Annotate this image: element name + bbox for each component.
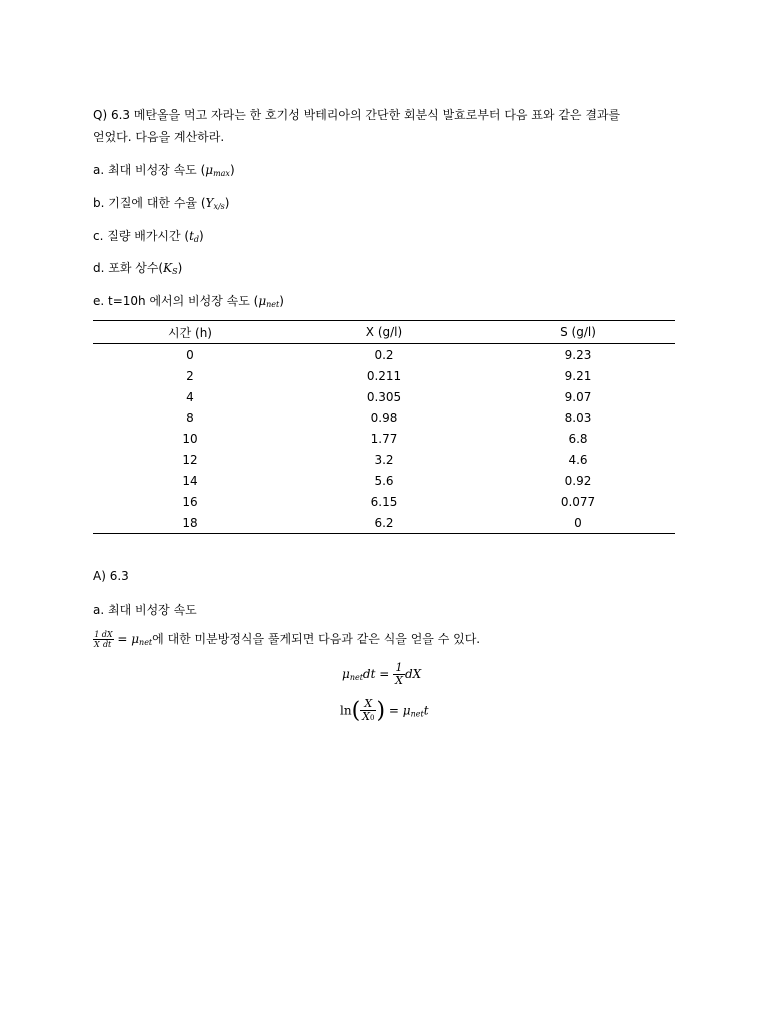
- question-line-2: 얻었다. 다음을 계산하라.: [93, 130, 225, 144]
- cell-s: 9.21: [564, 368, 592, 383]
- table-row: [93, 344, 675, 366]
- cell-x: 5.6: [374, 473, 394, 488]
- cell-s: 0.92: [564, 473, 592, 488]
- question-item-e: e. t=10h 에서의 비성장 속도 $(\mu_{net})$: [93, 294, 284, 309]
- cell-x: 6.15: [370, 494, 398, 509]
- table-row: [93, 428, 675, 449]
- table-header-row: [93, 321, 675, 344]
- cell-s: 0: [481, 512, 675, 534]
- table-row: [93, 449, 675, 470]
- equation-2: ln( $\frac{X}{X0}$ ) = $\mu_{net}t$: [340, 697, 429, 724]
- fraction-one-over-x: $\frac{1}{X}$: [94, 630, 100, 649]
- question-line-1: Q) 6.3 메탄올을 먹고 자라는 한 호기성 박테리아의 간단한 회분식 발효로부터 다음 표와 같은 결과를: [93, 108, 621, 122]
- cell-s: 8.03: [564, 410, 592, 425]
- table-row: [93, 365, 675, 386]
- table-row: [93, 512, 675, 534]
- question-item-d: d. 포화 상수$(K_S)$: [93, 261, 183, 276]
- cell-time: 4: [186, 389, 194, 404]
- cell-x: 0.211: [366, 368, 402, 383]
- cell-x: 0.98: [370, 410, 398, 425]
- cell-time: 14: [182, 473, 198, 488]
- table-row: [93, 407, 675, 428]
- table-row: [93, 491, 675, 512]
- cell-time: 8: [186, 410, 194, 425]
- answer-intro: $\frac{1}{X}$ $\frac{dX}{dt}$ = $\mu_{net}$에 대한 미분방정식을 풀게되면 다음과 같은 식을 얻을 수 있다.: [94, 630, 481, 649]
- table-row: [93, 470, 675, 491]
- data-table: [93, 320, 675, 534]
- fraction-dx-dt: $\frac{dX}{dt}$: [101, 630, 113, 649]
- question-item-a: a. 최대 비성장 속도 $(\mu_{max})$: [93, 163, 235, 178]
- header-time: 시간 (h): [93, 321, 287, 344]
- cell-time: 10: [182, 431, 198, 446]
- cell-time: 16: [182, 494, 198, 509]
- header-s: S (g/l): [481, 321, 675, 344]
- cell-s: 6.8: [568, 431, 588, 446]
- cell-x: 3.2: [374, 452, 394, 467]
- cell-s: 4.6: [568, 452, 588, 467]
- answer-intro-text: 에 대한 미분방정식을 풀게되면 다음과 같은 식을 얻을 수 있다.: [152, 632, 481, 646]
- cell-x: 0.305: [366, 389, 402, 404]
- cell-s: 9.07: [564, 389, 592, 404]
- cell-time: 0: [186, 347, 194, 362]
- header-x: X (g/l): [287, 321, 481, 344]
- cell-x: 6.2: [287, 512, 481, 534]
- cell-time: 18: [93, 512, 287, 534]
- cell-x: 0.2: [374, 347, 394, 362]
- cell-time: 12: [182, 452, 198, 467]
- cell-x: 1.77: [370, 431, 398, 446]
- cell-s: 9.23: [564, 347, 592, 362]
- cell-time: 2: [186, 368, 194, 383]
- table-row: [93, 386, 675, 407]
- question-item-c: c. 질량 배가시간 $(t_d)$: [93, 229, 204, 244]
- cell-s: 0.077: [560, 494, 596, 509]
- answer-heading: A) 6.3: [93, 569, 129, 583]
- question-item-b: b. 기질에 대한 수율 $(Y_{x/s})$: [93, 196, 230, 211]
- answer-part-a: a. 최대 비성장 속도: [93, 603, 197, 617]
- equation-1: $\mu_{net}dt$ = $\frac{1}{X}$ dX: [342, 661, 422, 687]
